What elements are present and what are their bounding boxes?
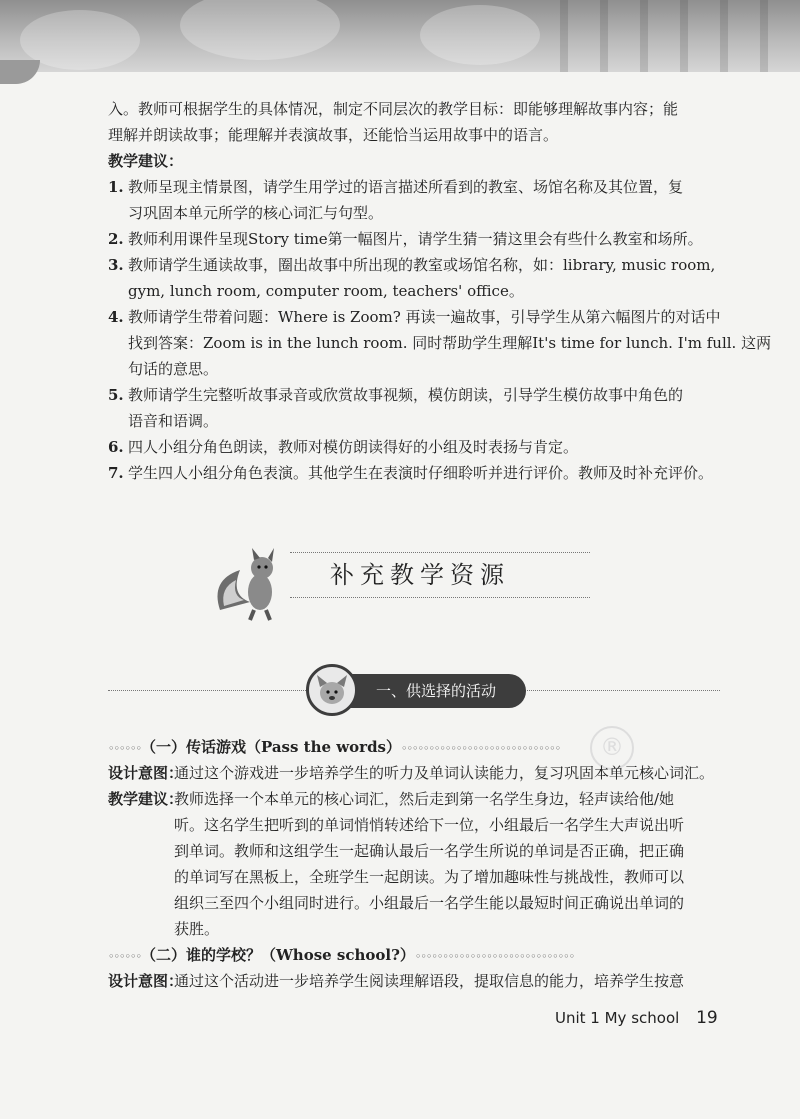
list-item: 7. 学生四人小组分角色表演。其他学生在表演时仔细聆听并进行评价。教师及时补充评价。 [108, 464, 714, 482]
dog-face-icon [309, 667, 355, 713]
fox-mascot-icon [210, 540, 296, 626]
teaching-suggestion-line: 的单词写在黑板上，全班学生一起朗读。为了增加趣味性与挑战性，教师可以 [174, 868, 685, 886]
design-intent: 设计意图：通过这个游戏进一步培养学生的听力及单词认读能力，复习巩固本单元核心词汇。 [108, 764, 715, 782]
list-item: 3. 教师请学生通读故事，圈出故事中所出现的教室或场馆名称，如：library, music room, [108, 256, 716, 274]
activity-banner: 一、供选择的活动 [318, 674, 526, 708]
page-footer [555, 1008, 718, 1028]
teaching-suggestion-line: 获胜。 [174, 920, 220, 938]
teaching-suggestion-line: 听。这名学生把听到的单词悄悄转述给下一位，小组最后一名学生大声说出听 [174, 816, 685, 834]
activity-2 [108, 942, 728, 994]
registered-watermark: ® [590, 726, 634, 770]
teaching-suggestion-line: 到单词。教师和这组学生一起确认最后一名学生所说的单词是否正确，把正确 [174, 842, 685, 860]
list-item-continuation: 找到答案：Zoom is in the lunch room. 同时帮助学生理解It's time for lunch. I'm full. 这两 [128, 334, 772, 352]
teaching-suggestion: 教学建议：教师选择一个本单元的核心词汇，然后走到第一名学生身边，轻声读给他/她 [108, 790, 675, 808]
list-item: 5. 教师请学生完整听故事录音或欣赏故事视频，模仿朗读，引导学生模仿故事中角色的 [108, 386, 684, 404]
teaching-suggestion-line: 组织三至四个小组同时进行。小组最后一名学生能以最短时间正确说出单词的 [174, 894, 685, 912]
list-item: 1. 教师呈现主情景图，请学生用学过的语言描述所看到的教室、场馆名称及其位置，复 [108, 178, 684, 196]
header-corner [0, 60, 40, 84]
section-title: 补充教学资源 [290, 552, 590, 598]
list-item: 2. 教师利用课件呈现Story time第一幅图片，请学生猜一猜这里会有些什么教室和场所。 [108, 230, 703, 248]
intro-line: 理解并朗读故事；能理解并表演故事，还能恰当运用故事中的语言。 [108, 126, 559, 144]
suggestions-heading: 教学建议： [108, 152, 184, 170]
page-number: 19 [696, 1008, 718, 1028]
section-header [210, 540, 550, 620]
list-item: 4. 教师请学生带着问题：Where is Zoom? 再读一遍故事，引导学生从第六幅图片的对话中 [108, 308, 721, 326]
list-item-continuation: 习巩固本单元所学的核心词汇与句型。 [128, 204, 384, 222]
activity-title: ◦◦◦◦◦◦（一）传话游戏（Pass the words）◦◦◦◦◦◦◦◦◦◦◦◦◦◦◦◦◦◦◦◦◦◦◦◦◦◦◦◦◦ [108, 738, 561, 756]
suggestions-section [108, 148, 772, 486]
intro-paragraph [108, 96, 720, 148]
design-intent: 设计意图：通过这个活动进一步培养学生阅读理解语段，提取信息的能力，培养学生按意 [108, 972, 685, 990]
list-item-continuation: 句话的意思。 [128, 360, 219, 378]
character-avatar-icon [306, 664, 358, 716]
list-item-continuation: gym, lunch room, computer room, teachers' office。 [128, 282, 524, 300]
header-decoration [0, 0, 800, 72]
unit-label: Unit 1 My school [555, 1009, 680, 1027]
list-item: 6. 四人小组分角色朗读，教师对模仿朗读得好的小组及时表扬与肯定。 [108, 438, 579, 456]
activity-1 [108, 734, 728, 942]
activity-title: ◦◦◦◦◦◦（二）谁的学校？（Whose school?）◦◦◦◦◦◦◦◦◦◦◦◦◦◦◦◦◦◦◦◦◦◦◦◦◦◦◦◦◦ [108, 946, 575, 964]
intro-line: 入。教师可根据学生的具体情况，制定不同层次的教学目标：即能够理解故事内容；能 [108, 100, 679, 118]
list-item-continuation: 语音和语调。 [128, 412, 219, 430]
